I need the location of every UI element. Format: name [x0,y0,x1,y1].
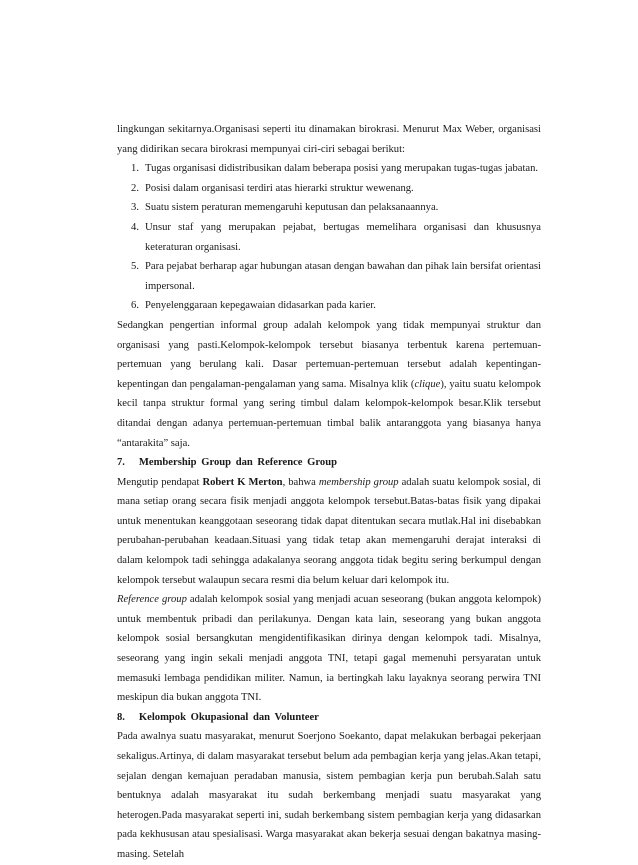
informal-text-start: Sedangkan pengertian informal group adalah kelompok yang tidak mempunyai struktur dan organisasi yang pasti.Kelompok-kelompok tersebut biasanya terbentuk karena pertemuan-pertemuan yang berulang kali. Dasar pertemuan-pertemuan tersebut adalah kepentingan-kepentingan dan pengalaman-pengalaman yang sama. Misalnya klik ( [117,319,541,390]
informal-text-end: ), yaitu suatu kelompok kecil tanpa struktur formal yang sering timbul dalam kelompok-kelompok besar.Klik tersebut ditandai dengan adanya pertemuan-pertemuan timbal balik antaranggota yang biasanya hanya “antarakita” saja. [117,378,542,449]
membership-text-mid: , bahwa [282,476,319,488]
list-number: 2. [131,182,139,194]
clique-term: clique [414,378,441,390]
list-item [117,179,541,199]
page-content [117,120,541,865]
list-item [117,218,541,257]
list-text: Suatu sistem peraturan memengaruhi keputusan dan pelaksanaannya. [145,202,439,214]
membership-group-paragraph [117,473,541,591]
list-number: 3. [131,202,139,214]
list-number: 4. [131,221,139,233]
section-8-heading: 8. Kelompok Okupasional dan Volunteer [117,711,319,723]
section-7-heading: 7. Membership Group dan Reference Group [117,457,337,469]
list-text: Unsur staf yang merupakan pejabat, bertugas memelihara organisasi dan khususnya keteraturan organisasi. [145,221,541,253]
list-number: 5. [131,261,139,273]
list-number: 1. [131,163,139,175]
list-item [117,296,541,316]
membership-text-end: adalah suatu kelompok sosial, di mana setiap orang secara fisik menjadi anggota kelompok tersebut.Batas-batas fisik yang dipakai untuk menentukan keanggotaan seseorang tidak dapat ditentukan secara mutlak.Hal ini disebabkan perubahan-perubahan keadaan.Situasi yang tidak tetap akan memengaruhi derajat interaksi di dalam kelompok tadi sehingga adakalanya seorang anggota tidak begitu sering berkumpul dengan kelompok tersebut walaupun secara resmi dia belum keluar dari kelompok itu. [117,476,541,586]
intro-paragraph: lingkungan sekitarnya.Organisasi seperti itu dinamakan birokrasi. Menurut Max Weber, organisasi yang didirikan secara birokrasi mempunyai ciri-ciri sebagai berikut: [117,124,541,155]
list-item [117,198,541,218]
merton-name: Robert K Merton [202,476,283,488]
informal-group-paragraph [117,316,541,453]
reference-text: adalah kelompok sosial yang menjadi acuan seseorang (bukan anggota kelompok) untuk membentuk pribadi dan perilakunya. Dengan kata lain, seseorang yang bukan anggota kelompok sosial bersangkutan mengidentifikasikan dirinya dengan kelompok tadi. Misalnya, seseorang yang ingin sekali menjadi anggota TNI, tetapi gagal memenuhi persyaratan untuk memasuki lembaga pendidikan militer. Namun, ia bertingkah laku layaknya seorang perwira TNI meskipun dia bukan anggota TNI. [117,594,541,704]
weber-characteristics-list [117,159,541,316]
list-text: Penyelenggaraan kepegawaian didasarkan pada karier. [145,300,376,312]
list-text: Posisi dalam organisasi terdiri atas hierarki struktur wewenang. [145,182,414,194]
reference-group-term: Reference group [117,594,187,606]
list-text: Para pejabat berharap agar hubungan atasan dengan bawahan dan pihak lain bersifat orientasi impersonal. [145,261,541,292]
reference-group-paragraph [117,590,541,708]
list-item [117,257,541,296]
membership-text-start: Mengutip pendapat [117,476,203,488]
occupational-paragraph: Pada awalnya suatu masyarakat, menurut Soerjono Soekanto, dapat melakukan berbagai pekerjaan sekaligus.Artinya, di dalam masyarakat tersebut belum ada pembagian kerja yang jelas.Akan tetapi, sejalan dengan kemajuan peradaban manusia, sistem pembagian kerja pun berubah.Salah satu bentuknya adalah masyarakat itu sudah berkembang menjadi suatu masyarakat yang heterogen.Pada masyarakat seperti ini, sudah berkembang sistem pembagian kerja yang didasarkan pada kekhususan atau spesialisasi. Warga masyarakat akan bekerja sesuai dengan bakatnya masing-masing. Setelah [117,731,541,860]
list-text: Tugas organisasi didistribusikan dalam beberapa posisi yang merupakan tugas-tugas jabatan. [145,163,539,175]
membership-group-term: membership group [318,476,399,488]
list-item [117,159,541,179]
list-number: 6. [131,300,139,312]
